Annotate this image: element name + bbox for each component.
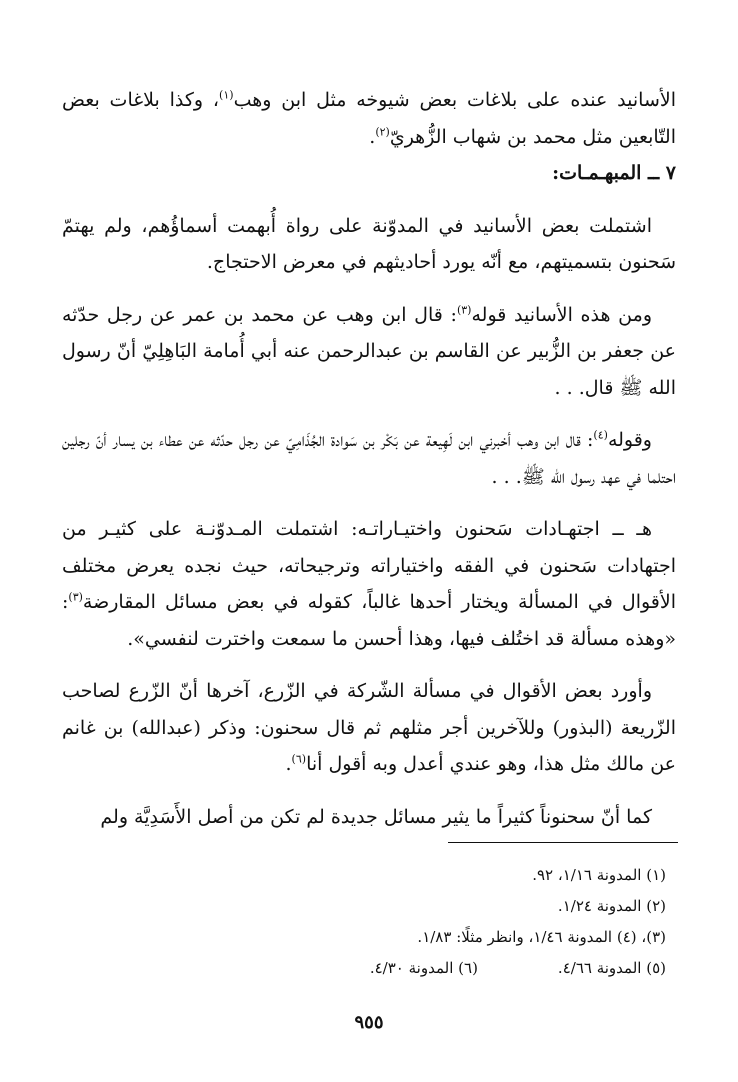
footnote-divider (448, 842, 678, 843)
footnote-ref-6: (٦) (291, 752, 307, 766)
paragraph-1-text-b: ، وكذا بلاغات بعض التّابعين مثل محمد بن شهاب الزُّهريّ (62, 89, 676, 148)
paragraph-4-text-a: وقوله (607, 429, 652, 451)
page-number: ٩٥٥ (354, 1012, 384, 1033)
footnote-ref-4: (٤) (593, 428, 608, 442)
footnotes (62, 860, 676, 984)
paragraph-7: كما أنّ سحنوناً كثيراً ما يثير مسائل جديدة لم تكن من أصل الأَسَدِيَّة ولم (100, 805, 652, 828)
paragraph-6 (62, 673, 676, 783)
footnote-3-4: (٣)، (٤) المدونة ١/٤٦، وانظر مثلًا: ١/٨٣. (417, 928, 666, 946)
paragraph-1 (62, 82, 676, 155)
paragraph-1-text-a: الأسانيد عنده على بلاغات بعض شيوخه مثل ابن وهب (233, 89, 676, 111)
paragraph-3-text-b: : قال ابن وهب عن محمد بن عمر عن رجل حدّثه عن جعفر بن الزُّبير عن القاسم بن عبدالرحمن عنه أبي أُمامة البَاهِلِيّ أنّ رسول الله ﷺ قال. . . (62, 303, 676, 399)
footnote-5-6-row (62, 953, 676, 984)
paragraph-6-end: . (285, 753, 292, 775)
footnote-6: (٦) المدونة ٤/٣٠. (369, 959, 478, 977)
paragraph-6-text-a: وأورد بعض الأقوال في مسألة الشّركة في الزّرع، آخرها أنّ الزّرع لصاحب الزّريعة (البذور) وللآخرين أجر مثلهم ثم قال سحنون: وذكر (عبدالله) بن غانم عن مالك مثل هذا، وهو عندي أعدل وبه أقول أنا (62, 680, 676, 775)
paragraph-1-end: . (369, 125, 376, 148)
footnote-2: (٢) المدونة ١/٢٤. (557, 897, 666, 915)
paragraph-4-text-b: : قال ابن وهب أخبرني ابن لَهِيعة عن بَكْر بن سَوادة الجُذَامِيّ عن رجل حدّثه عن عطاء بن يسار أنّ رجلين احتلما في عهد رسول الله ﷺ. . . (62, 429, 676, 488)
paragraph-3 (62, 297, 676, 407)
main-text (62, 82, 676, 835)
paragraph-2: اشتملت بعض الأسانيد في المدوّنة على رواة أُبهمت أسماؤُهم، ولم يهتمّ سَحنون بتسميتهم، مع أنّه يورد أحاديثهم في معرض الاحتجاج. (62, 214, 676, 273)
footnote-ref-2: (٢) (375, 125, 390, 139)
section-heading-7: ٧ ــ المبهـمـات: (552, 162, 676, 184)
paragraph-3-text-a: ومن هذه الأسانيد قوله (471, 303, 653, 326)
paragraph-5-text-a: هـ ــ اجتهـادات سَحنون واختيـاراتـه: اشتملت المـدوّنـة على كثيـر من اجتهادات سَحنون في الفقه واختياراته وترجيحاته، حيث نجده يعرض مختلف الأقوال في المسألة ويختار أحدها غالباً، كقوله في بعض مسائل المقارضة (62, 518, 676, 613)
paragraph-4 (62, 422, 676, 495)
footnote-ref-1: (١) (219, 88, 234, 102)
paragraph-5 (62, 511, 676, 657)
footnote-ref-3: (٣) (456, 303, 472, 317)
paragraph-5-text-b: : «وهذه مسألة قد اختُلف فيها، وهذا أحسن ما سمعت واخترت لنفسي». (62, 591, 676, 650)
footnote-5: (٥) المدونة ٤/٦٦. (557, 959, 666, 977)
footnote-1: (١) المدونة ١/١٦، ٩٢. (532, 866, 666, 884)
footnote-ref-5: (٣) (68, 590, 83, 604)
